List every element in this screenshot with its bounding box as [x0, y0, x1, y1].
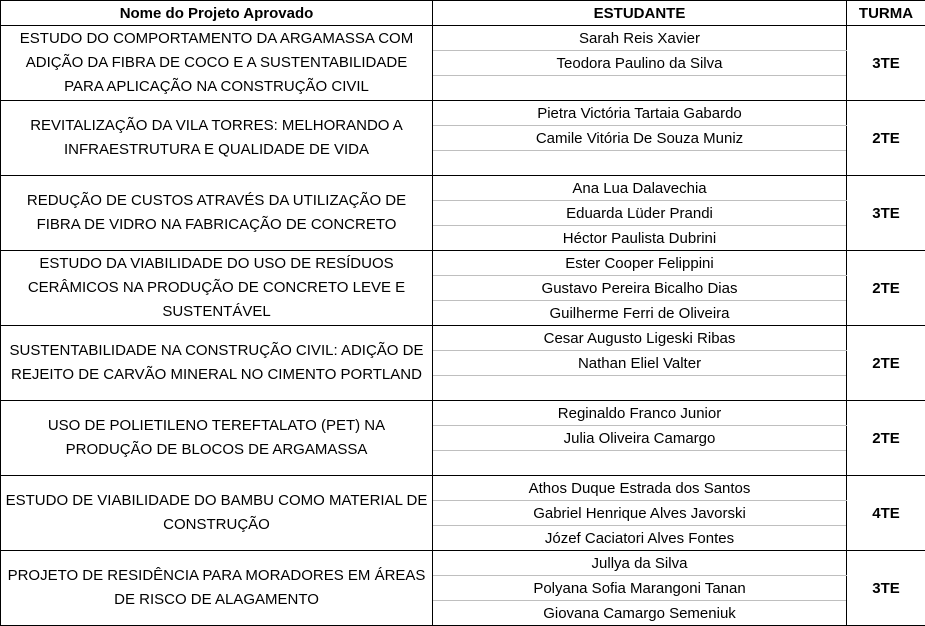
class-cell: 2TE	[847, 401, 925, 476]
table-row	[1, 551, 925, 576]
student-name-cell: Gabriel Henrique Alves Javorski	[433, 501, 847, 526]
class-cell: 3TE	[847, 551, 925, 626]
student-name-cell: Guilherme Ferri de Oliveira	[433, 301, 847, 326]
student-name-cell: Pietra Victória Tartaia Gabardo	[433, 101, 847, 126]
class-cell: 2TE	[847, 101, 925, 176]
student-name-cell: Sarah Reis Xavier	[433, 26, 847, 51]
student-name-cell: Julia Oliveira Camargo	[433, 426, 847, 451]
student-name-cell	[433, 376, 847, 401]
table-row	[1, 101, 925, 126]
student-name-cell: Jullya da Silva	[433, 551, 847, 576]
student-name-cell: Eduarda Lüder Prandi	[433, 201, 847, 226]
student-name-cell: Gustavo Pereira Bicalho Dias	[433, 276, 847, 301]
class-cell: 4TE	[847, 476, 925, 551]
student-name-cell: Teodora Paulino da Silva	[433, 51, 847, 76]
table-body	[1, 26, 925, 626]
project-name-cell: PROJETO DE RESIDÊNCIA PARA MORADORES EM ÁREAS DE RISCO DE ALAGAMENTO	[1, 551, 433, 626]
student-name-cell: Cesar Augusto Ligeski Ribas	[433, 326, 847, 351]
student-name-cell	[433, 451, 847, 476]
student-name-cell: Ana Lua Dalavechia	[433, 176, 847, 201]
project-name-cell: REDUÇÃO DE CUSTOS ATRAVÉS DA UTILIZAÇÃO DE FIBRA DE VIDRO NA FABRICAÇÃO DE CONCRETO	[1, 176, 433, 251]
table-row	[1, 401, 925, 426]
table-row	[1, 26, 925, 51]
student-name-cell: Héctor Paulista Dubrini	[433, 226, 847, 251]
student-name-cell: Józef Caciatori Alves Fontes	[433, 526, 847, 551]
table-row	[1, 326, 925, 351]
student-name-cell	[433, 76, 847, 101]
student-name-cell: Athos Duque Estrada dos Santos	[433, 476, 847, 501]
student-name-cell: Polyana Sofia Marangoni Tanan	[433, 576, 847, 601]
student-name-cell: Nathan Eliel Valter	[433, 351, 847, 376]
table-row	[1, 176, 925, 201]
header-student: ESTUDANTE	[433, 1, 847, 26]
class-cell: 2TE	[847, 326, 925, 401]
project-name-cell: ESTUDO DE VIABILIDADE DO BAMBU COMO MATERIAL DE CONSTRUÇÃO	[1, 476, 433, 551]
student-name-cell: Camile Vitória De Souza Muniz	[433, 126, 847, 151]
project-name-cell: SUSTENTABILIDADE NA CONSTRUÇÃO CIVIL: ADIÇÃO DE REJEITO DE CARVÃO MINERAL NO CIMENTO PORTLAND	[1, 326, 433, 401]
student-name-cell	[433, 151, 847, 176]
project-name-cell: ESTUDO DO COMPORTAMENTO DA ARGAMASSA COM ADIÇÃO DA FIBRA DE COCO E A SUSTENTABILIDADE PARA APLICAÇÃO NA CONSTRUÇÃO CIVIL	[1, 26, 433, 101]
header-class: TURMA	[847, 1, 925, 26]
project-name-cell: ESTUDO DA VIABILIDADE DO USO DE RESÍDUOS CERÂMICOS NA PRODUÇÃO DE CONCRETO LEVE E SUSTENTÁVEL	[1, 251, 433, 326]
student-name-cell: Giovana Camargo Semeniuk	[433, 601, 847, 626]
project-name-cell: REVITALIZAÇÃO DA VILA TORRES: MELHORANDO A INFRAESTRUTURA E QUALIDADE DE VIDA	[1, 101, 433, 176]
class-cell: 3TE	[847, 176, 925, 251]
student-name-cell: Ester Cooper Felippini	[433, 251, 847, 276]
header-row	[1, 1, 925, 26]
table-row	[1, 476, 925, 501]
project-name-cell: USO DE POLIETILENO TEREFTALATO (PET) NA PRODUÇÃO DE BLOCOS DE ARGAMASSA	[1, 401, 433, 476]
class-cell: 3TE	[847, 26, 925, 101]
student-name-cell: Reginaldo Franco Junior	[433, 401, 847, 426]
header-project: Nome do Projeto Aprovado	[1, 1, 433, 26]
table-row	[1, 251, 925, 276]
class-cell: 2TE	[847, 251, 925, 326]
